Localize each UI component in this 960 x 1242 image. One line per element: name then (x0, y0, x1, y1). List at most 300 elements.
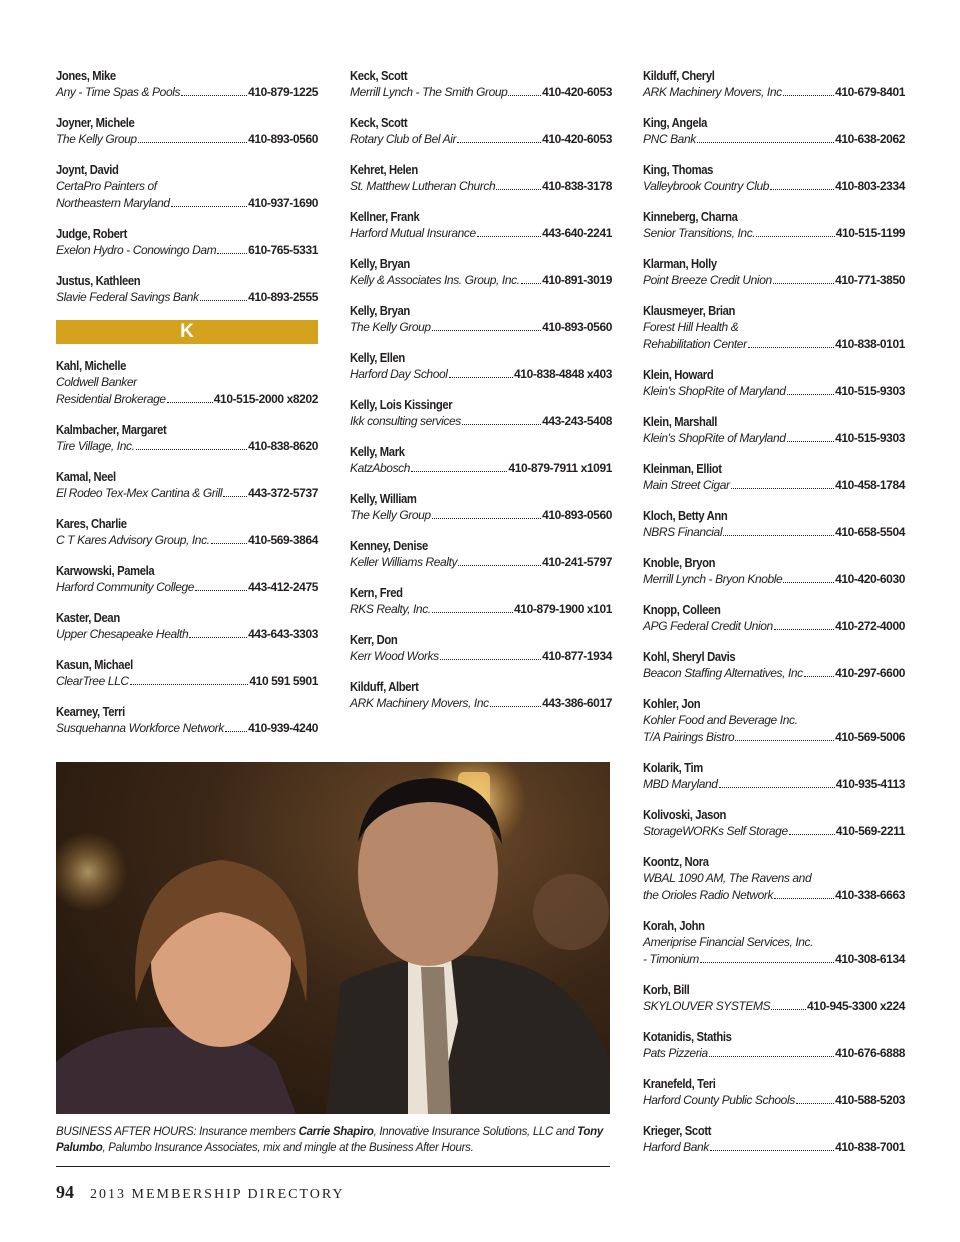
organization-phone-line (350, 366, 612, 383)
member-phone: 443-640-2241 (542, 226, 612, 240)
directory-entry (643, 1076, 905, 1109)
member-phone: 410-838-4848 x403 (514, 367, 612, 381)
dot-leader (225, 731, 247, 732)
dot-leader (195, 590, 247, 591)
member-phone: 410-838-7001 (835, 1140, 905, 1154)
member-name: Kolarik, Tim (643, 761, 703, 775)
member-name: Karwowski, Pamela (56, 564, 155, 578)
member-name: Koontz, Nora (643, 855, 709, 869)
organization-phone-line (643, 336, 905, 353)
member-name: Kearney, Terri (56, 705, 125, 719)
organization-line (643, 319, 905, 336)
dot-leader (171, 206, 247, 207)
directory-entry (56, 115, 318, 148)
member-organization: Tire Village, Inc. (56, 439, 135, 453)
dot-leader (458, 565, 541, 566)
directory-entry (56, 610, 318, 643)
organization-phone-line (56, 84, 318, 101)
organization-phone-line (350, 648, 612, 665)
member-phone: 410-272-4000 (835, 619, 905, 633)
member-organization: Senior Transitions, Inc. (643, 226, 756, 240)
dot-leader (496, 189, 541, 190)
member-phone: 410-569-5006 (835, 730, 905, 744)
member-phone: 410-658-5504 (835, 525, 905, 539)
member-organization: APG Federal Credit Union (643, 619, 773, 633)
footer-rule (56, 1166, 610, 1167)
member-name: King, Thomas (643, 163, 714, 177)
event-photo (56, 762, 610, 1114)
member-organization: ARK Machinery Movers, Inc (350, 696, 489, 710)
dot-leader (217, 253, 247, 254)
member-name: Kehret, Helen (350, 163, 418, 177)
member-phone: 410-891-3019 (542, 273, 612, 287)
member-phone: 410-458-1784 (835, 478, 905, 492)
directory-entry (350, 209, 612, 242)
member-name: Joynt, David (56, 163, 119, 177)
member-name: Kohl, Sheryl Davis (643, 650, 736, 664)
directory-entry (56, 657, 318, 690)
member-name: Kotanidis, Stathis (643, 1030, 732, 1044)
organization-phone-line (56, 485, 318, 502)
dot-leader (449, 377, 514, 378)
dot-leader (774, 898, 834, 899)
dot-leader (211, 543, 247, 544)
member-phone: 410-515-9303 (835, 431, 905, 445)
organization-phone-line (643, 225, 905, 242)
member-name: Kloch, Betty Ann (643, 509, 728, 523)
directory-entry (643, 555, 905, 588)
member-organization: - Timonium (643, 952, 699, 966)
dot-leader (200, 300, 247, 301)
member-phone: 410 591 5901 (249, 674, 318, 688)
directory-entry (643, 1123, 905, 1156)
caption-person-2: Tony Palumbo (56, 1126, 603, 1154)
directory-entry (56, 68, 318, 101)
member-organization: Slavie Federal Savings Bank (56, 290, 199, 304)
member-name: Kerr, Don (350, 633, 398, 647)
directory-entry (350, 538, 612, 571)
member-organization: Susquehanna Workforce Network (56, 721, 224, 735)
dot-leader (787, 394, 835, 395)
directory-entry (643, 367, 905, 400)
directory-entry (350, 632, 612, 665)
member-organization: PNC Bank (643, 132, 696, 146)
member-organization: The Kelly Group (56, 132, 137, 146)
organization-phone-line (643, 951, 905, 968)
member-organization: Harford County Public Schools (643, 1093, 795, 1107)
organization-phone-line (56, 131, 318, 148)
directory-entry (643, 162, 905, 195)
member-organization: The Kelly Group (350, 320, 431, 334)
member-phone: 410-879-7911 x1091 (508, 461, 612, 475)
directory-entry (350, 162, 612, 195)
member-organization: StorageWORKs Self Storage (643, 824, 788, 838)
caption-prefix: BUSINESS AFTER HOURS: Insurance members (56, 1126, 299, 1138)
directory-entry (350, 397, 612, 430)
organization-line (643, 934, 905, 951)
member-phone: 410-515-9303 (835, 384, 905, 398)
member-phone: 410-420-6030 (835, 572, 905, 586)
member-organization: Klein's ShopRite of Maryland (643, 431, 786, 445)
member-name: Kelly, Bryan (350, 304, 410, 318)
member-phone: 410-893-2555 (248, 290, 318, 304)
directory-entry (643, 461, 905, 494)
dot-leader (697, 142, 834, 143)
member-organization: El Rodeo Tex-Mex Cantina & Grill (56, 486, 223, 500)
member-name: Knopp, Colleen (643, 603, 721, 617)
member-organization: Kerr Wood Works (350, 649, 439, 663)
organization-phone-line (56, 438, 318, 455)
organization-phone-line (643, 571, 905, 588)
member-phone: 410-569-3864 (248, 533, 318, 547)
dot-leader (508, 95, 541, 96)
member-name: Klein, Howard (643, 368, 714, 382)
member-name: Kares, Charlie (56, 517, 127, 531)
member-organization: T/A Pairings Bistro (643, 730, 735, 744)
organization-phone-line (56, 720, 318, 737)
organization-line (56, 374, 318, 391)
member-organization: Merrill Lynch - Bryon Knoble (643, 572, 783, 586)
directory-entry (350, 444, 612, 477)
organization-line (643, 870, 905, 887)
organization-phone-line (56, 532, 318, 549)
member-name: Joyner, Michele (56, 116, 135, 130)
organization-line (56, 178, 318, 195)
member-organization: C T Kares Advisory Group, Inc. (56, 533, 210, 547)
organization-phone-line (350, 601, 612, 618)
member-name: Judge, Robert (56, 227, 127, 241)
member-phone: 410-838-0101 (835, 337, 905, 351)
member-organization: ClearTree LLC (56, 674, 129, 688)
member-organization: Kelly & Associates Ins. Group, Inc. (350, 273, 520, 287)
organization-phone-line (350, 131, 612, 148)
member-phone: 410-939-4240 (248, 721, 318, 735)
directory-entry (643, 696, 905, 746)
dot-leader (457, 142, 541, 143)
member-name: Kelly, Bryan (350, 257, 410, 271)
member-organization: Harford Day School (350, 367, 448, 381)
dot-leader (477, 236, 541, 237)
organization-phone-line (350, 225, 612, 242)
organization-phone-line (643, 665, 905, 682)
member-phone: 410-297-6600 (835, 666, 905, 680)
directory-entry (643, 760, 905, 793)
member-organization: Forest Hill Health & (643, 320, 739, 334)
dot-leader (787, 441, 835, 442)
member-phone: 410-935-4113 (835, 777, 905, 791)
photo-caption (56, 1124, 610, 1156)
member-phone: 410-771-3850 (835, 273, 905, 287)
caption-person-1: Carrie Shapiro (298, 1126, 374, 1138)
member-phone: 410-338-6663 (835, 888, 905, 902)
member-name: Kaster, Dean (56, 611, 120, 625)
member-phone: 410-838-8620 (248, 439, 318, 453)
dot-leader (748, 347, 834, 348)
member-organization: CertaPro Painters of (56, 179, 157, 193)
directory-entry (643, 807, 905, 840)
dot-leader (490, 706, 541, 707)
organization-phone-line (643, 477, 905, 494)
member-phone: 443-243-5408 (542, 414, 612, 428)
entries-j (56, 68, 318, 306)
dot-leader (223, 496, 247, 497)
directory-entry (350, 491, 612, 524)
member-name: Klein, Marshall (643, 415, 718, 429)
member-organization: St. Matthew Lutheran Church (350, 179, 496, 193)
member-phone: 443-386-6017 (542, 696, 612, 710)
member-organization: the Orioles Radio Network (643, 888, 774, 902)
member-phone: 410-937-1690 (248, 196, 318, 210)
directory-entry (56, 226, 318, 259)
organization-phone-line (56, 289, 318, 306)
member-phone: 443-372-5737 (248, 486, 318, 500)
member-phone: 410-945-3300 x224 (807, 999, 905, 1013)
member-organization: Rehabilitation Center (643, 337, 747, 351)
member-organization: Rotary Club of Bel Air (350, 132, 457, 146)
member-organization: Klein's ShopRite of Maryland (643, 384, 786, 398)
member-phone: 410-420-6053 (542, 132, 612, 146)
member-organization: Harford Bank (643, 1140, 709, 1154)
member-organization: Northeastern Maryland (56, 196, 170, 210)
directory-entry (56, 469, 318, 502)
organization-phone-line (350, 460, 612, 477)
dot-leader (804, 676, 834, 677)
organization-phone-line (350, 272, 612, 289)
member-phone: 410-241-5797 (542, 555, 612, 569)
organization-phone-line (643, 729, 905, 746)
member-name: Korb, Bill (643, 983, 690, 997)
dot-leader (432, 330, 541, 331)
member-phone: 410-838-3178 (542, 179, 612, 193)
organization-phone-line (643, 1092, 905, 1109)
directory-entry (350, 679, 612, 712)
directory-entry (643, 115, 905, 148)
member-phone: 410-638-2062 (835, 132, 905, 146)
member-phone: 410-877-1934 (542, 649, 612, 663)
organization-line (643, 712, 905, 729)
member-name: King, Angela (643, 116, 708, 130)
organization-phone-line (643, 430, 905, 447)
organization-phone-line (56, 242, 318, 259)
member-phone: 610-765-5331 (248, 243, 318, 257)
member-name: Kilduff, Cheryl (643, 69, 715, 83)
member-organization: Coldwell Banker (56, 375, 137, 389)
member-phone: 443-643-3303 (248, 627, 318, 641)
member-name: Kasun, Michael (56, 658, 133, 672)
organization-phone-line (350, 178, 612, 195)
member-organization: NBRS Financial (643, 525, 723, 539)
member-organization: MBD Maryland (643, 777, 718, 791)
dot-leader (136, 449, 248, 450)
directory-column-2 (350, 68, 612, 726)
directory-entry (643, 414, 905, 447)
directory-entry (56, 162, 318, 212)
directory-entry (643, 649, 905, 682)
entries-k (56, 358, 318, 737)
organization-phone-line (643, 84, 905, 101)
directory-entry (350, 115, 612, 148)
organization-phone-line (643, 272, 905, 289)
member-name: Kelly, Mark (350, 445, 405, 459)
section-header-k: K (56, 320, 318, 344)
member-phone: 410-679-8401 (835, 85, 905, 99)
dot-leader (181, 95, 247, 96)
dot-leader (709, 1056, 834, 1057)
dot-leader (783, 95, 834, 96)
member-name: Keck, Scott (350, 69, 408, 83)
member-name: Justus, Kathleen (56, 274, 141, 288)
dot-leader (773, 283, 834, 284)
member-name: Kilduff, Albert (350, 680, 419, 694)
dot-leader (789, 834, 835, 835)
organization-phone-line (350, 84, 612, 101)
directory-entry (643, 256, 905, 289)
member-phone: 410-420-6053 (542, 85, 612, 99)
organization-phone-line (56, 579, 318, 596)
dot-leader (756, 236, 834, 237)
organization-phone-line (643, 524, 905, 541)
directory-entry (350, 68, 612, 101)
dot-leader (774, 629, 834, 630)
member-phone: 410-893-0560 (542, 320, 612, 334)
organization-phone-line (56, 673, 318, 690)
member-phone: 410-803-2334 (835, 179, 905, 193)
directory-entry (56, 563, 318, 596)
directory-column-3 (643, 68, 905, 1170)
dot-leader (462, 424, 541, 425)
member-phone: 443-412-2475 (248, 580, 318, 594)
organization-phone-line (643, 887, 905, 904)
organization-phone-line (350, 507, 612, 524)
member-phone: 410-879-1900 x101 (514, 602, 612, 616)
organization-phone-line (350, 554, 612, 571)
member-phone: 410-879-1225 (248, 85, 318, 99)
directory-entry (56, 704, 318, 737)
member-organization: Exelon Hydro - Conowingo Dam (56, 243, 217, 257)
organization-phone-line (643, 618, 905, 635)
member-organization: Ikk consulting services (350, 414, 461, 428)
member-phone: 410-308-6134 (835, 952, 905, 966)
member-organization: Merrill Lynch - The Smith Group (350, 85, 508, 99)
organization-phone-line (56, 626, 318, 643)
directory-entry (643, 303, 905, 353)
member-name: Kahl, Michelle (56, 359, 126, 373)
caption-mid: , Innovative Insurance Solutions, LLC and (373, 1126, 578, 1138)
member-name: Kelly, William (350, 492, 417, 506)
organization-phone-line (350, 413, 612, 430)
dot-leader (719, 787, 835, 788)
member-organization: Kohler Food and Beverage Inc. (643, 713, 798, 727)
dot-leader (700, 962, 834, 963)
organization-phone-line (350, 319, 612, 336)
directory-entry (643, 854, 905, 904)
member-name: Klausmeyer, Brian (643, 304, 736, 318)
member-name: Kalmbacher, Margaret (56, 423, 167, 437)
dot-leader (771, 1009, 806, 1010)
directory-entry (56, 422, 318, 455)
directory-entry (643, 209, 905, 242)
member-name: Kelly, Lois Kissinger (350, 398, 453, 412)
member-organization: Harford Mutual Insurance (350, 226, 476, 240)
directory-entry (56, 516, 318, 549)
member-phone: 410-893-0560 (248, 132, 318, 146)
directory-entry (643, 1029, 905, 1062)
organization-phone-line (56, 391, 318, 408)
member-name: Knoble, Bryon (643, 556, 716, 570)
dot-leader (130, 684, 249, 685)
member-phone: 410-515-2000 x8202 (213, 392, 318, 406)
dot-leader (189, 637, 247, 638)
member-phone: 410-588-5203 (835, 1093, 905, 1107)
organization-phone-line (643, 998, 905, 1015)
dot-leader (796, 1103, 834, 1104)
member-name: Kern, Fred (350, 586, 403, 600)
directory-entry (643, 68, 905, 101)
organization-phone-line (643, 131, 905, 148)
member-organization: Harford Community College (56, 580, 195, 594)
member-organization: WBAL 1090 AM, The Ravens and (643, 871, 812, 885)
dot-leader (411, 471, 507, 472)
member-organization: Pats Pizzeria (643, 1046, 708, 1060)
directory-entry (350, 350, 612, 383)
dot-leader (138, 142, 247, 143)
dot-leader (432, 612, 513, 613)
organization-phone-line (643, 1139, 905, 1156)
event-photo-image (56, 762, 610, 1114)
dot-leader (723, 535, 834, 536)
member-organization: Keller Williams Realty (350, 555, 458, 569)
directory-column-1 (56, 68, 318, 751)
directory-entry (643, 918, 905, 968)
organization-phone-line (643, 823, 905, 840)
member-organization: SKYLOUVER SYSTEMS (643, 999, 771, 1013)
organization-phone-line (350, 695, 612, 712)
dot-leader (521, 283, 541, 284)
directory-entry (643, 602, 905, 635)
member-organization: Ameriprise Financial Services, Inc. (643, 935, 814, 949)
member-phone: 410-569-2211 (835, 824, 905, 838)
member-name: Kellner, Frank (350, 210, 420, 224)
dot-leader (731, 488, 834, 489)
member-name: Kenney, Denise (350, 539, 428, 553)
member-organization: Point Breeze Credit Union (643, 273, 772, 287)
member-name: Korah, John (643, 919, 705, 933)
dot-leader (440, 659, 541, 660)
member-phone: 410-893-0560 (542, 508, 612, 522)
member-organization: Main Street Cigar (643, 478, 730, 492)
dot-leader (783, 582, 834, 583)
member-organization: Beacon Staffing Alternatives, Inc (643, 666, 803, 680)
dot-leader (167, 402, 213, 403)
member-name: Kleinman, Elliot (643, 462, 722, 476)
caption-suffix: , Palumbo Insurance Associates, mix and mingle at the Business After Hours. (102, 1142, 474, 1154)
member-organization: KatzAbosch (350, 461, 411, 475)
dot-leader (710, 1150, 834, 1151)
member-name: Kranefeld, Teri (643, 1077, 716, 1091)
member-name: Kamal, Neel (56, 470, 116, 484)
member-name: Keck, Scott (350, 116, 408, 130)
member-phone: 410-515-1199 (835, 226, 905, 240)
directory-entry (350, 585, 612, 618)
member-name: Kinneberg, Charna (643, 210, 738, 224)
directory-entry (56, 273, 318, 306)
page-number: 94 (56, 1182, 74, 1202)
directory-entry (643, 508, 905, 541)
organization-phone-line (643, 383, 905, 400)
member-organization: Residential Brokerage (56, 392, 166, 406)
dot-leader (432, 518, 541, 519)
dot-leader (735, 740, 834, 741)
